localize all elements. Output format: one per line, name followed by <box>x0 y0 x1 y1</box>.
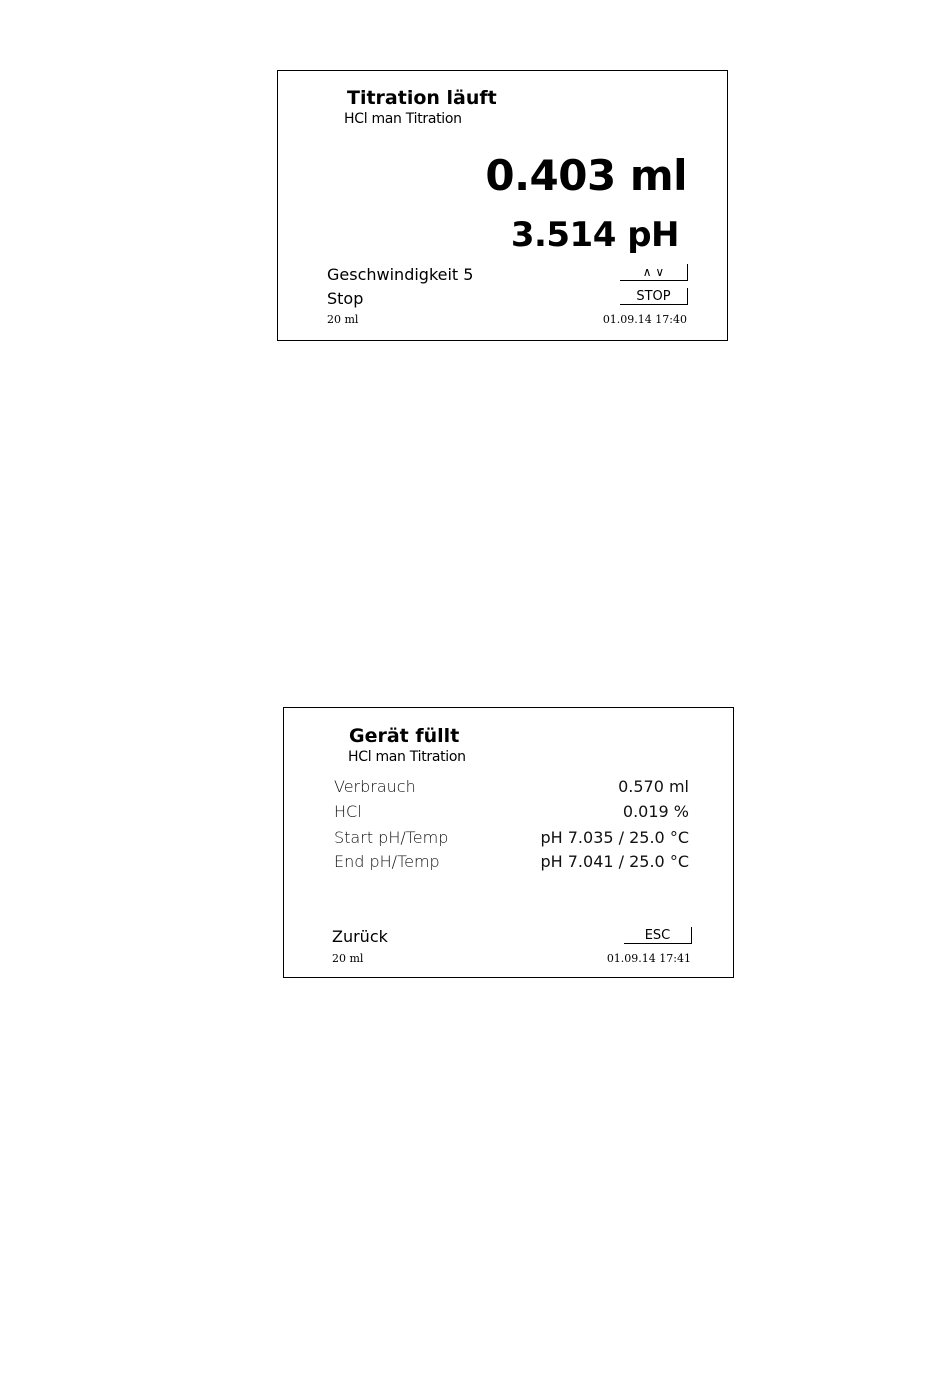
burette-size: 20 ml <box>332 952 364 965</box>
result-value: 0.019 % <box>622 802 689 821</box>
result-label: Verbrauch <box>334 777 416 796</box>
speed-label: Geschwindigkeit 5 <box>327 265 474 284</box>
screen-title: Titration läuft <box>347 87 497 109</box>
stop-label: Stop <box>327 289 364 308</box>
method-name: HCl man Titration <box>344 111 462 127</box>
date-time: 01.09.14 17:41 <box>606 952 691 965</box>
back-label: Zurück <box>332 927 388 946</box>
method-name: HCl man Titration <box>348 749 466 765</box>
burette-size: 20 ml <box>327 313 359 326</box>
screen-title: Gerät füllt <box>349 725 460 747</box>
result-value: 0.570 ml <box>618 777 689 796</box>
result-label: HCl <box>334 802 362 821</box>
result-value: pH 7.035 / 25.0 °C <box>540 828 689 847</box>
result-label: Start pH/Temp <box>334 828 449 847</box>
stop-key[interactable]: STOP <box>620 288 688 305</box>
date-time: 01.09.14 17:40 <box>602 313 687 326</box>
result-value: pH 7.041 / 25.0 °C <box>540 852 689 871</box>
result-label: End pH/Temp <box>334 852 440 871</box>
ph-readout: 3.514 pH <box>510 215 679 255</box>
dosed-volume-readout: 0.403 ml <box>485 151 687 200</box>
titration-running-screen <box>277 70 728 341</box>
results-screen <box>283 707 734 978</box>
esc-key[interactable]: ESC <box>624 927 692 944</box>
speed-up-down-key[interactable]: ∧ ∨ <box>620 264 688 281</box>
